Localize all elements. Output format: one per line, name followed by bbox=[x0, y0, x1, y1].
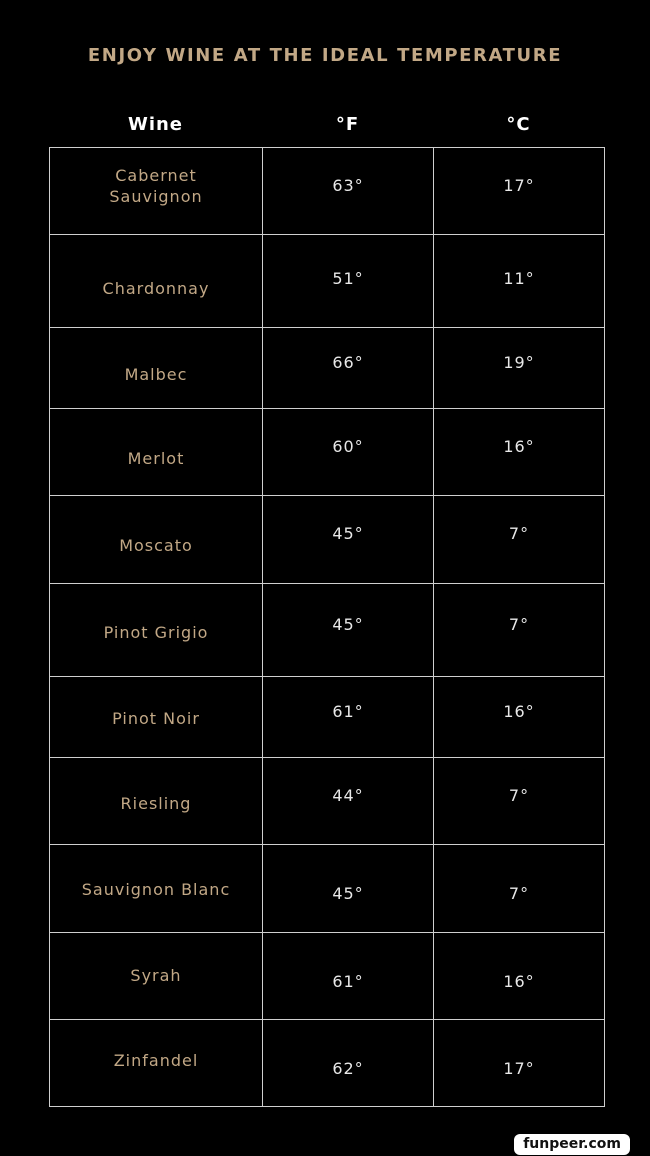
fahrenheit-value: 51° bbox=[332, 268, 364, 288]
wine-cell bbox=[50, 235, 263, 328]
wine-cell bbox=[50, 933, 263, 1020]
celsius-cell bbox=[434, 235, 605, 328]
celsius-cell bbox=[434, 409, 605, 496]
wine-name: Merlot bbox=[127, 448, 185, 468]
page-title: ENJOY WINE AT THE IDEAL TEMPERATURE bbox=[87, 45, 563, 66]
wine-cell bbox=[50, 148, 263, 235]
wine-name: Malbec bbox=[124, 364, 188, 384]
wine-name: Syrah bbox=[130, 965, 182, 985]
fahrenheit-cell bbox=[263, 933, 434, 1020]
wine-name: Pinot Noir bbox=[112, 708, 200, 728]
wine-cell bbox=[50, 328, 263, 409]
celsius-value: 11° bbox=[503, 268, 535, 288]
header-wine: Wine bbox=[127, 114, 184, 135]
celsius-cell bbox=[434, 845, 605, 933]
fahrenheit-value: 60° bbox=[332, 436, 364, 456]
fahrenheit-cell bbox=[263, 328, 434, 409]
table-row bbox=[50, 758, 605, 845]
table-row bbox=[50, 584, 605, 677]
wine-name: Sauvignon Blanc bbox=[81, 880, 231, 899]
fahrenheit-cell bbox=[263, 758, 434, 845]
wine-name: Cabernet Sauvignon bbox=[109, 166, 203, 206]
fahrenheit-value: 45° bbox=[332, 524, 364, 543]
fahrenheit-value: 66° bbox=[332, 352, 364, 372]
fahrenheit-cell bbox=[263, 584, 434, 677]
wine-cell bbox=[50, 584, 263, 677]
wine-name: Riesling bbox=[120, 793, 192, 813]
celsius-cell bbox=[434, 758, 605, 845]
fahrenheit-cell bbox=[263, 845, 434, 933]
celsius-value: 16° bbox=[503, 701, 535, 721]
celsius-value: 16° bbox=[503, 971, 535, 991]
celsius-value: 7° bbox=[508, 785, 530, 805]
table-row bbox=[50, 677, 605, 758]
celsius-value: 16° bbox=[503, 436, 535, 456]
table-row bbox=[50, 328, 605, 409]
fahrenheit-value: 45° bbox=[332, 884, 364, 903]
wine-cell bbox=[50, 409, 263, 496]
table-row bbox=[50, 235, 605, 328]
wine-name: Pinot Grigio bbox=[103, 622, 209, 642]
header-fahrenheit: °F bbox=[335, 114, 360, 135]
header-celsius: °C bbox=[506, 114, 531, 135]
celsius-value: 17° bbox=[503, 1058, 535, 1078]
celsius-value: 7° bbox=[508, 884, 530, 903]
celsius-value: 17° bbox=[503, 175, 535, 195]
wine-cell bbox=[50, 845, 263, 933]
table-row bbox=[50, 933, 605, 1020]
fahrenheit-value: 45° bbox=[332, 614, 364, 634]
fahrenheit-cell bbox=[263, 496, 434, 584]
fahrenheit-cell bbox=[263, 677, 434, 758]
celsius-cell bbox=[434, 148, 605, 235]
celsius-value: 19° bbox=[503, 352, 535, 372]
wine-name: Moscato bbox=[119, 536, 193, 555]
celsius-value: 7° bbox=[508, 614, 530, 634]
celsius-cell bbox=[434, 677, 605, 758]
table-row bbox=[50, 1020, 605, 1107]
fahrenheit-value: 61° bbox=[332, 701, 364, 721]
fahrenheit-value: 63° bbox=[332, 175, 364, 195]
wine-cell bbox=[50, 496, 263, 584]
celsius-cell bbox=[434, 933, 605, 1020]
table-row bbox=[50, 409, 605, 496]
celsius-cell bbox=[434, 584, 605, 677]
fahrenheit-cell bbox=[263, 1020, 434, 1107]
celsius-cell bbox=[434, 328, 605, 409]
celsius-cell bbox=[434, 1020, 605, 1107]
table-row bbox=[50, 496, 605, 584]
fahrenheit-cell bbox=[263, 235, 434, 328]
wine-name: Chardonnay bbox=[102, 278, 210, 298]
celsius-cell bbox=[434, 496, 605, 584]
fahrenheit-value: 62° bbox=[332, 1058, 364, 1078]
wine-name: Zinfandel bbox=[113, 1050, 199, 1070]
wine-temperature-table bbox=[49, 147, 605, 1107]
fahrenheit-value: 44° bbox=[332, 785, 364, 805]
watermark-badge: funpeer.com bbox=[514, 1134, 630, 1155]
fahrenheit-cell bbox=[263, 148, 434, 235]
table-row bbox=[50, 845, 605, 933]
column-headers bbox=[49, 112, 604, 138]
wine-cell bbox=[50, 758, 263, 845]
wine-cell bbox=[50, 1020, 263, 1107]
table-row bbox=[50, 148, 605, 235]
wine-cell bbox=[50, 677, 263, 758]
fahrenheit-cell bbox=[263, 409, 434, 496]
celsius-value: 7° bbox=[508, 524, 530, 543]
fahrenheit-value: 61° bbox=[332, 971, 364, 991]
